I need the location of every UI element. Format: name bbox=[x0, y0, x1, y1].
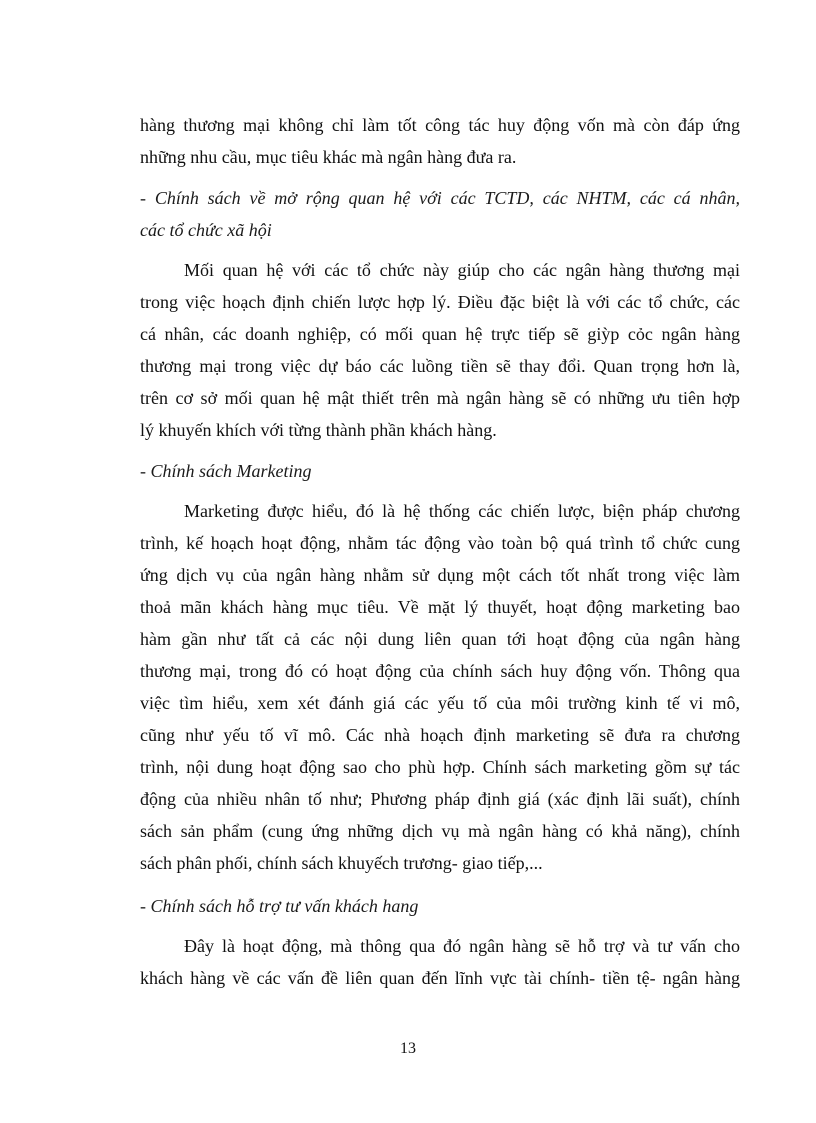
text-line: thương mại, trong đó có hoạt động của chính sách huy động vốn. Thông qua bbox=[140, 661, 740, 681]
paragraph-continuation bbox=[140, 109, 740, 173]
section-heading-advisory bbox=[140, 890, 740, 922]
text-line: khách hàng về các vấn đề liên quan đến lĩnh vực tài chính- tiền tệ- ngân hàng bbox=[140, 968, 740, 988]
text-line: trong việc hoạch định chiến lược hợp lý. Điều đặc biệt là với các tổ chức, các bbox=[140, 292, 740, 312]
heading-line: - Chính sách Marketing bbox=[140, 461, 312, 481]
text-line: trình, nội dung hoạt động sao cho phù hợp. Chính sách marketing gồm sự tác bbox=[140, 757, 740, 777]
text-line: Mối quan hệ với các tổ chức này giúp cho các ngân hàng thương mại bbox=[184, 260, 740, 280]
text-line: thương mại trong việc dự báo các luồng tiền sẽ thay đổi. Quan trọng hơn là, bbox=[140, 356, 740, 376]
text-line: sách sản phẩm (cung ứng những dịch vụ mà ngân hàng có khả năng), chính bbox=[140, 821, 740, 841]
text-line: những nhu cầu, mục tiêu khác mà ngân hàng đưa ra. bbox=[140, 147, 517, 167]
heading-line: - Chính sách về mở rộng quan hệ với các TCTD, các NHTM, các cá nhân, bbox=[140, 188, 740, 208]
text-line: cũng như yếu tố vĩ mô. Các nhà hoạch định marketing sẽ đưa ra chương bbox=[140, 725, 740, 745]
text-line: việc tìm hiểu, xem xét đánh giá các yếu tố của môi trường kinh tế vi mô, bbox=[140, 693, 740, 713]
paragraph-marketing bbox=[140, 495, 740, 879]
text-line: sách phân phối, chính sách khuyếch trương- giao tiếp,... bbox=[140, 853, 543, 873]
text-line: Đây là hoạt động, mà thông qua đó ngân hàng sẽ hỗ trợ và tư vấn cho bbox=[184, 936, 740, 956]
text-line: thoả mãn khách hàng mục tiêu. Về mặt lý thuyết, hoạt động marketing bao bbox=[140, 597, 740, 617]
heading-line: các tổ chức xã hội bbox=[140, 220, 272, 240]
text-line: lý khuyến khích với từng thành phần khách hàng. bbox=[140, 420, 497, 440]
text-line: hàng thương mại không chỉ làm tốt công tác huy động vốn mà còn đáp ứng bbox=[140, 115, 740, 135]
text-line: ứng dịch vụ của ngân hàng nhằm sử dụng một cách tốt nhất trong việc làm bbox=[140, 565, 740, 585]
page-number: 13 bbox=[400, 1040, 416, 1057]
section-heading-marketing bbox=[140, 455, 740, 487]
text-line: cá nhân, các doanh nghiệp, có mối quan hệ trực tiếp sẽ giỳp cỏc ngân hàng bbox=[140, 324, 740, 344]
text-line: trình, kế hoạch hoạt động, nhằm tác động vào toàn bộ quá trình tổ chức cung bbox=[140, 533, 740, 553]
paragraph-advisory bbox=[140, 930, 740, 994]
section-heading-relations bbox=[140, 182, 740, 246]
text-line: hàm gần như tất cả các nội dung liên quan tới hoạt động của ngân hàng bbox=[140, 629, 740, 649]
paragraph-relations bbox=[140, 254, 740, 446]
heading-line: - Chính sách hỗ trợ tư vấn khách hang bbox=[140, 896, 419, 916]
text-line: trên cơ sở mối quan hệ mật thiết trên mà ngân hàng sẽ có những ưu tiên hợp bbox=[140, 388, 740, 408]
text-line: động của nhiều nhân tố như; Phương pháp định giá (xác định lãi suất), chính bbox=[140, 789, 740, 809]
text-line: Marketing được hiểu, đó là hệ thống các chiến lược, biện pháp chương bbox=[184, 501, 740, 521]
